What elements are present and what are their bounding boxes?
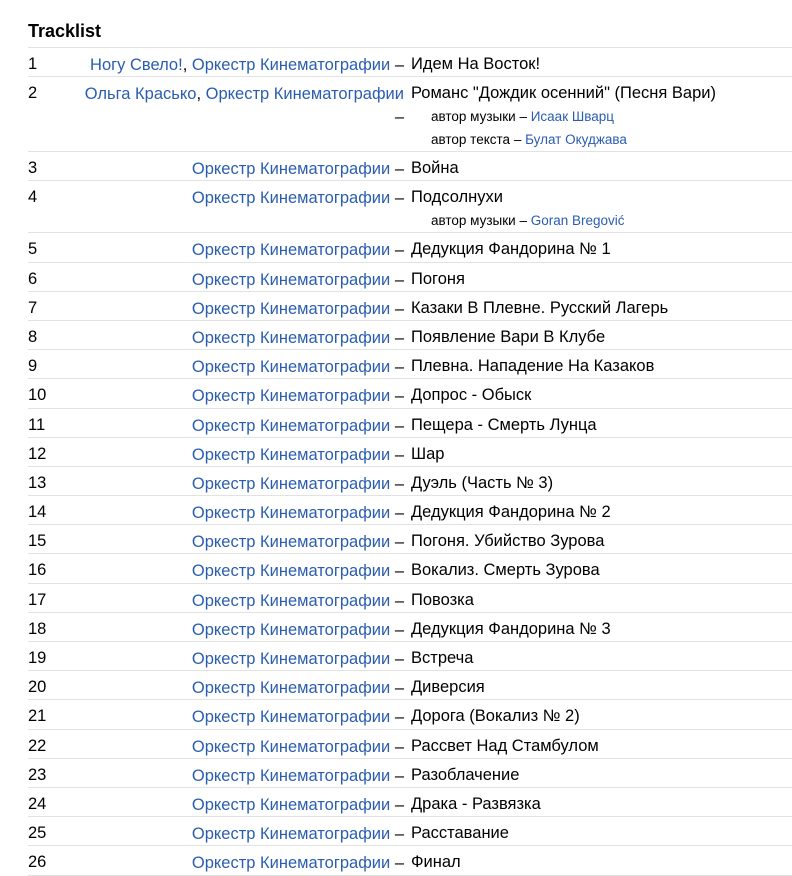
- track-artists: [84, 181, 404, 210]
- track-title: Плевна. Нападение На Казаков: [411, 357, 655, 376]
- track-title: Расставание: [411, 824, 509, 843]
- artist-link[interactable]: Оркестр Кинематографии: [191, 474, 391, 493]
- track-title: Шар: [411, 444, 445, 463]
- track-title: Драка - Развязка: [411, 794, 541, 813]
- artist-separator: –: [390, 737, 404, 756]
- track-artists: [84, 846, 404, 875]
- artist-link[interactable]: Оркестр Кинематографии: [191, 533, 391, 552]
- track-artists: [84, 292, 404, 321]
- track-title-cell: [404, 759, 792, 785]
- artist-separator: –: [390, 445, 404, 464]
- track-position: 26: [28, 853, 47, 872]
- artist-link[interactable]: Оркестр Кинематографии: [191, 160, 391, 179]
- track-row: [28, 181, 792, 233]
- artist-separator: –: [390, 620, 404, 639]
- track-row: [28, 846, 792, 875]
- track-title-cell: [404, 642, 792, 668]
- track-artists: [84, 817, 404, 846]
- artist-link[interactable]: Оркестр Кинематографии: [191, 708, 391, 727]
- track-title-cell: [404, 350, 792, 376]
- artist-link[interactable]: Оркестр Кинематографии: [205, 85, 404, 104]
- artist-separator: –: [390, 650, 404, 668]
- track-title: Идем На Восток!: [411, 55, 541, 73]
- track-title-cell: [404, 233, 792, 259]
- track-position: 24: [28, 794, 47, 813]
- track-artists: [84, 584, 404, 613]
- tracklist-table: [28, 47, 792, 876]
- artist-separator: –: [390, 328, 404, 347]
- track-position: 20: [28, 678, 47, 697]
- track-position: 6: [28, 269, 38, 288]
- track-position: 7: [28, 298, 38, 317]
- track-position: 15: [28, 532, 47, 551]
- track-title: Погоня: [411, 269, 465, 288]
- artist-separator: –: [390, 854, 404, 873]
- track-title-cell: [404, 788, 792, 814]
- artist-link[interactable]: Оркестр Кинематографии: [191, 56, 391, 74]
- track-title: Финал: [411, 853, 461, 872]
- track-artists: [84, 152, 404, 181]
- artist-link[interactable]: Ольга Красько: [84, 85, 197, 104]
- artist-comma: ,: [196, 85, 206, 104]
- track-title: Разоблачение: [411, 765, 520, 784]
- track-title-cell: [404, 292, 792, 318]
- track-title-cell: [404, 379, 792, 405]
- track-title: Дедукция Фандорина № 3: [411, 619, 611, 638]
- artist-link[interactable]: Оркестр Кинематографии: [191, 825, 391, 844]
- artist-link[interactable]: Оркестр Кинематографии: [191, 328, 391, 347]
- track-position: 9: [28, 357, 38, 376]
- track-title: Дорога (Вокализ № 2): [411, 707, 580, 726]
- track-title: Дуэль (Часть № 3): [411, 473, 554, 492]
- track-title: Допрос - Обыск: [411, 386, 532, 405]
- artist-separator: –: [390, 708, 404, 727]
- track-artists: [84, 438, 404, 467]
- track-row: [28, 613, 792, 642]
- artist-link[interactable]: Оркестр Кинематографии: [191, 766, 391, 785]
- track-title-cell: [404, 730, 792, 756]
- track-row: [28, 350, 792, 379]
- track-title: Война: [411, 159, 459, 178]
- artist-link[interactable]: Ногу Свело!: [90, 56, 183, 74]
- track-title: Диверсия: [411, 678, 485, 697]
- artist-separator: –: [390, 504, 404, 523]
- artist-link[interactable]: Оркестр Кинематографии: [191, 189, 391, 208]
- track-position: 22: [28, 736, 47, 755]
- track-title-cell: [404, 817, 792, 843]
- track-title: Появление Вари В Клубе: [411, 327, 606, 346]
- track-position: 17: [28, 590, 47, 609]
- track-artists: [84, 700, 404, 729]
- artist-link[interactable]: Оркестр Кинематографии: [191, 854, 391, 873]
- track-artists: [84, 48, 404, 77]
- track-position: 4: [28, 188, 38, 207]
- track-artists: [84, 759, 404, 788]
- track-title-cell: [404, 613, 792, 639]
- track-title: Романс "Дождик осенний" (Песня Вари): [411, 84, 717, 103]
- artist-link[interactable]: Оркестр Кинематографии: [191, 795, 391, 814]
- artist-separator: –: [390, 358, 404, 377]
- artist-link[interactable]: Оркестр Кинематографии: [191, 591, 391, 610]
- artist-separator: –: [390, 56, 404, 74]
- track-title-cell: [404, 671, 792, 697]
- track-position: 16: [28, 561, 47, 580]
- credit-name-link[interactable]: Goran Bregović: [530, 213, 625, 229]
- track-credit: [411, 105, 792, 128]
- track-row: [28, 152, 792, 181]
- track-artists: [84, 233, 404, 262]
- artist-separator: –: [390, 474, 404, 493]
- track-artists: [84, 321, 404, 350]
- track-artists: [84, 642, 404, 671]
- track-artists: [84, 77, 404, 129]
- track-position: 19: [28, 649, 47, 667]
- artist-separator: –: [390, 533, 404, 552]
- track-position: 13: [28, 473, 47, 492]
- track-row: [28, 817, 792, 846]
- tracklist-heading: Tracklist: [28, 21, 102, 41]
- track-row: [28, 788, 792, 817]
- artist-separator: –: [390, 387, 404, 406]
- track-title-cell: [404, 438, 792, 464]
- credit-name-link[interactable]: Исаак Шварц: [530, 109, 614, 125]
- credit-name-link[interactable]: Булат Окуджава: [525, 132, 627, 148]
- track-title-cell: [404, 525, 792, 551]
- track-title-cell: [404, 700, 792, 726]
- track-title-cell: [404, 584, 792, 610]
- artist-separator: –: [390, 270, 404, 289]
- track-position: 14: [28, 503, 47, 522]
- track-title: Встреча: [411, 649, 474, 667]
- artist-link[interactable]: Оркестр Кинематографии: [191, 445, 391, 464]
- track-credit: [411, 209, 792, 232]
- track-row: [28, 730, 792, 759]
- track-artists: [84, 496, 404, 525]
- track-row: [28, 642, 792, 671]
- track-title: Казаки В Плевне. Русский Лагерь: [411, 298, 669, 317]
- track-title-cell: [404, 554, 792, 580]
- track-position: 21: [28, 707, 47, 726]
- artist-link[interactable]: Оркестр Кинематографии: [191, 679, 391, 698]
- track-artists: [84, 409, 404, 438]
- artist-link[interactable]: Оркестр Кинематографии: [191, 650, 391, 668]
- track-row: [28, 233, 792, 262]
- artist-link[interactable]: Оркестр Кинематографии: [191, 241, 391, 260]
- track-artists: [84, 263, 404, 292]
- track-title-cell: [404, 48, 792, 74]
- artist-separator: –: [390, 241, 404, 260]
- artist-link[interactable]: Оркестр Кинематографии: [191, 562, 391, 581]
- track-artists: [84, 788, 404, 817]
- track-position: 10: [28, 386, 47, 405]
- track-row: [28, 77, 792, 152]
- credit-role: автор музыки –: [431, 213, 531, 229]
- artist-separator: –: [390, 160, 404, 179]
- artist-separator: –: [390, 299, 404, 318]
- track-row: [28, 48, 792, 77]
- artist-separator: –: [394, 108, 404, 127]
- track-artists: [84, 350, 404, 379]
- artist-link[interactable]: Оркестр Кинематографии: [191, 387, 391, 406]
- artist-separator: –: [390, 591, 404, 610]
- track-row: [28, 584, 792, 613]
- track-title: Погоня. Убийство Зурова: [411, 532, 605, 551]
- track-row: [28, 409, 792, 438]
- track-credit: [411, 128, 792, 151]
- track-artists: [84, 554, 404, 583]
- artist-separator: –: [390, 679, 404, 698]
- track-position: 25: [28, 824, 47, 843]
- track-title-cell: [404, 321, 792, 347]
- track-position: 23: [28, 765, 47, 784]
- artist-link[interactable]: Оркестр Кинематографии: [191, 416, 391, 435]
- track-position: 12: [28, 444, 47, 463]
- track-position: 3: [28, 159, 38, 178]
- credit-role: автор текста –: [431, 132, 526, 148]
- track-title: Пещера - Смерть Лунца: [411, 415, 597, 434]
- track-title: Рассвет Над Стамбулом: [411, 736, 599, 755]
- track-artists: [84, 730, 404, 759]
- track-row: [28, 759, 792, 788]
- track-position: 11: [28, 415, 46, 434]
- track-title: Дедукция Фандорина № 2: [411, 503, 611, 522]
- track-row: [28, 525, 792, 554]
- track-title: Повозка: [411, 590, 474, 609]
- track-row: [28, 671, 792, 700]
- artist-comma: ,: [182, 56, 192, 74]
- track-row: [28, 292, 792, 321]
- artist-link[interactable]: Оркестр Кинематографии: [191, 620, 391, 639]
- track-row: [28, 263, 792, 292]
- track-row: [28, 554, 792, 583]
- track-position: 5: [28, 240, 38, 259]
- track-artists: [84, 613, 404, 642]
- track-position: 2: [28, 84, 38, 103]
- artist-separator: –: [390, 795, 404, 814]
- track-row: [28, 321, 792, 350]
- artist-separator: –: [390, 189, 404, 208]
- track-title: Подсолнухи: [411, 188, 504, 207]
- track-position: 8: [28, 327, 38, 346]
- track-row: [28, 496, 792, 525]
- artist-separator: –: [390, 825, 404, 844]
- track-title-cell: [404, 496, 792, 522]
- track-position: 1: [28, 55, 38, 73]
- artist-separator: –: [390, 766, 404, 785]
- artist-link[interactable]: Оркестр Кинематографии: [191, 270, 391, 289]
- track-artists: [84, 467, 404, 496]
- track-artists: [84, 671, 404, 700]
- track-position: 18: [28, 619, 47, 638]
- credit-role: автор музыки –: [431, 109, 531, 125]
- track-title-cell: [404, 263, 792, 289]
- track-row: [28, 700, 792, 729]
- artist-separator: –: [390, 562, 404, 581]
- artist-link[interactable]: Оркестр Кинематографии: [191, 737, 391, 756]
- artist-link[interactable]: Оркестр Кинематографии: [191, 504, 391, 523]
- track-artists: [84, 379, 404, 408]
- track-title: Вокализ. Смерть Зурова: [411, 561, 600, 580]
- artist-separator: –: [390, 416, 404, 435]
- track-row: [28, 379, 792, 408]
- track-artists: [84, 525, 404, 554]
- track-title-cell: [404, 409, 792, 435]
- track-row: [28, 467, 792, 496]
- artist-link[interactable]: Оркестр Кинематографии: [191, 358, 391, 377]
- track-title-cell: [404, 467, 792, 493]
- track-title-cell: [404, 181, 792, 232]
- track-title: Дедукция Фандорина № 1: [411, 240, 611, 259]
- track-title-cell: [404, 77, 792, 151]
- track-title-cell: [404, 152, 792, 178]
- track-row: [28, 438, 792, 467]
- artist-link[interactable]: Оркестр Кинематографии: [191, 299, 391, 318]
- track-title-cell: [404, 846, 792, 872]
